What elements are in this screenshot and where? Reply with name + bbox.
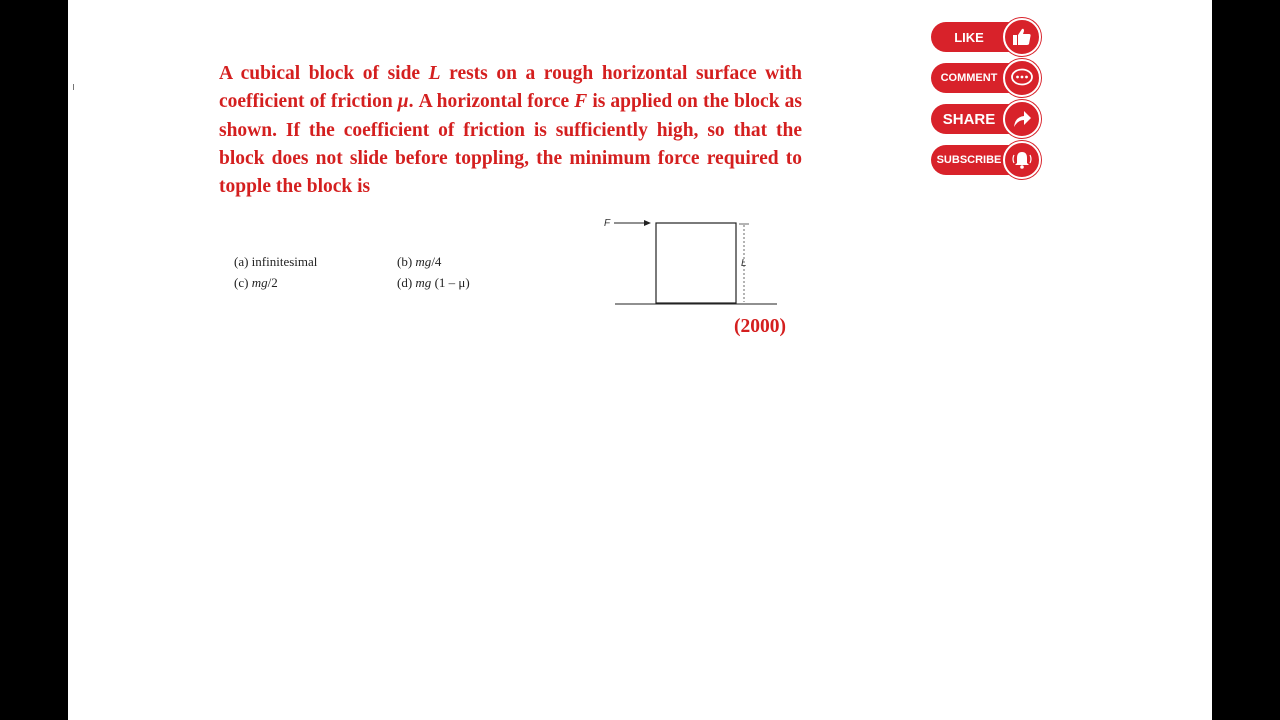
- page-edge-mark: [73, 84, 74, 90]
- question-part-4: is applied on the block as shown. If the coefficient of friction is sufficiently high, so that the block does not slide before toppling, the minimum force required to topple the block is: [219, 91, 802, 198]
- option-a: [234, 254, 317, 270]
- force-label: F: [604, 218, 611, 229]
- option-c-label: (c): [234, 275, 252, 290]
- year-tag: (2000): [734, 316, 786, 337]
- share-arrow-icon: [1011, 108, 1033, 130]
- option-b-expr: mg: [415, 254, 432, 269]
- social-buttons-panel: [923, 16, 1049, 178]
- subscribe-circle[interactable]: [1003, 141, 1041, 179]
- like-label: LIKE: [954, 29, 984, 45]
- question-part-2: rests on a rough horizontal surface with coefficient of friction: [219, 63, 803, 113]
- option-a-label: (a) infinitesimal: [234, 254, 318, 269]
- block-diagram: [598, 210, 788, 310]
- comment-bubble-icon: [1010, 67, 1034, 89]
- comment-label: COMMENT: [940, 72, 998, 84]
- question-text: [219, 60, 802, 201]
- option-b-rest: /4: [431, 254, 442, 269]
- force-arrowhead: [644, 220, 651, 226]
- cubical-block: [656, 223, 736, 303]
- share-label: SHARE: [942, 110, 996, 128]
- variable-F: F: [574, 91, 588, 113]
- comment-circle[interactable]: [1003, 59, 1041, 97]
- variable-mu: μ: [397, 91, 409, 113]
- share-circle[interactable]: [1003, 100, 1041, 138]
- option-c-rest: /2: [267, 275, 278, 290]
- like-circle[interactable]: [1003, 18, 1041, 56]
- variable-L: L: [428, 63, 441, 84]
- side-label: L: [741, 258, 747, 269]
- bell-icon: [1010, 149, 1034, 171]
- option-d-expr: mg: [415, 275, 432, 290]
- option-b: [397, 254, 441, 270]
- option-d-rest: (1 – μ): [431, 275, 470, 290]
- question-part-1: A cubical block of side: [219, 63, 429, 84]
- question-part-3: . A horizontal force: [408, 91, 575, 113]
- subscribe-label: SUBSCRIBE: [936, 154, 1002, 166]
- option-b-label: (b): [397, 254, 416, 269]
- option-c: [234, 275, 278, 291]
- option-d-label: (d): [397, 275, 416, 290]
- option-d: [397, 275, 470, 291]
- thumbs-up-icon: [1011, 26, 1033, 48]
- option-c-expr: mg: [251, 275, 268, 290]
